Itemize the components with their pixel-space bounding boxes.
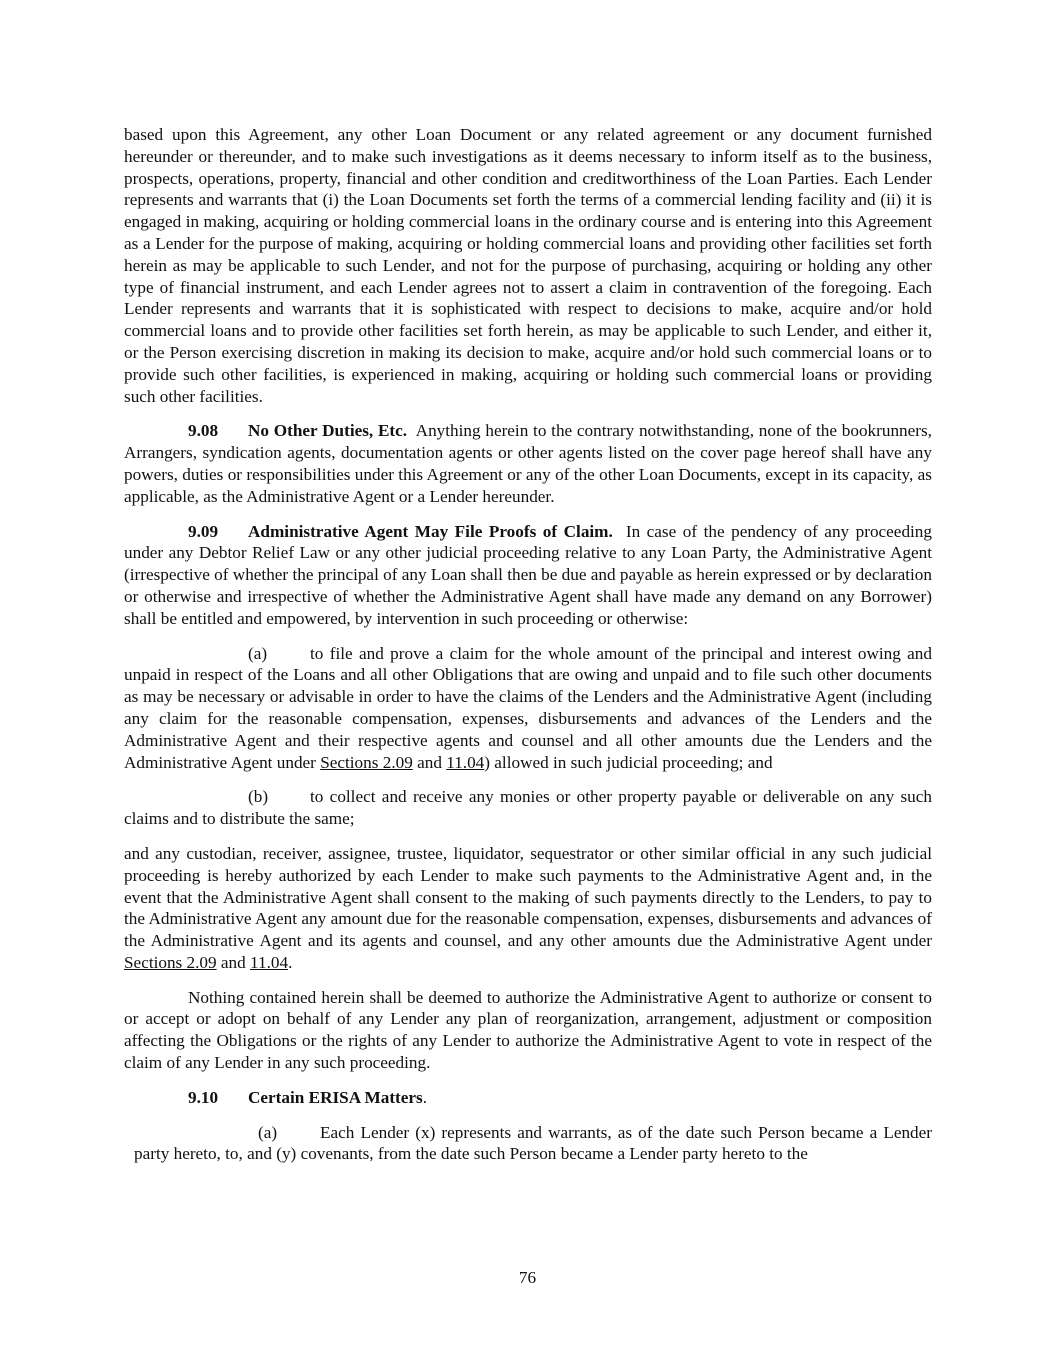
heading-punctuation: . [422,1087,428,1107]
clause-text: to collect and receive any monies or other property payable or deliverable on any such claims and to distribute the same; [124,787,932,829]
section-body: In case of the pendency of any proceeding under any Debtor Relief Law or any other judicial proceeding relative to any Loan Party, the Administrative Agent (irrespective of whether the principal of any Loan shall then be due and payable as herein expressed or by declaration or otherwise and irrespective of whether the Administrative Agent shall have made any demand on any Borrower) shall be entitled and empowered, by intervention in such proceeding or otherwise: [124,521,932,628]
conjunction: and [216,952,251,972]
clause-label: (a) [258,1122,278,1142]
clause-label: (b) [248,787,269,807]
tail-text-end: . [288,952,293,972]
clause-a-erisa [124,1122,932,1166]
document-page [124,124,932,1178]
clause-label: (a) [248,643,268,663]
cross-reference-11-04: 11.04 [446,752,485,772]
page-number: 76 [518,1268,537,1287]
clause-text-end: ) allowed in such judicial proceeding; and [484,752,773,772]
tail-text: and any custodian, receiver, assignee, trustee, liquidator, sequestrator or other similar official in any such judicial proceeding is hereby authorized by each Lender to make such payments to the Administrative Agent and, in the event that the Administrative Agent shall consent to the making of such payments directly to the Lenders, to pay to the Administrative Agent any amount due for the reasonable compensation, expenses, disbursements and advances of the Administrative Agent and its agents and counsel, and any other amounts due the Administrative Agent under [124,843,932,951]
clause-b [124,786,932,830]
section-heading: Certain ERISA Matters [248,1087,423,1107]
cross-reference-sections-2-09: Sections 2.09 [124,952,217,972]
conjunction: and [412,752,447,772]
clause-text: Each Lender (x) represents and warrants, as of the date such Person became a Lender party hereto, to, and (y) covenants, from the date such Person became a Lender party hereto to the [134,1122,932,1164]
cross-reference-sections-2-09: Sections 2.09 [320,752,413,772]
section-heading: Administrative Agent May File Proofs of Claim. [248,521,613,541]
section-number: 9.10 [188,1087,219,1107]
section-number: 9.08 [188,421,219,441]
clause-text: to file and prove a claim for the whole amount of the principal and interest owing and unpaid in respect of the Loans and all other Obligations that are owing and unpaid and to file such other documents as may be necessary or advisable in order to have the claims of the Lenders and the Administrative Agent (including any claim for the reasonable compensation, expenses, disbursements and advances of the Lenders and the Administrative Agent and their respective agents and counsel and all other amounts due the Lenders and the Administrative Agent under [124,643,932,772]
section-number: 9.09 [188,521,219,541]
section-heading: No Other Duties, Etc. [248,421,408,441]
section-9-08 [124,420,932,507]
section-9-10 [124,1087,932,1109]
section-9-09 [124,521,932,630]
tail-paragraph [124,843,932,974]
section-body: Anything herein to the contrary notwithstanding, none of the bookrunners, Arrangers, syndication agents, documentation agents or other agents listed on the cover page hereof shall have any powers, duties or responsibilities under this Agreement or any of the other Loan Documents, except in its capacity, as applicable, as the Administrative Agent or a Lender hereunder. [124,421,932,506]
nothing-contained-paragraph: Nothing contained herein shall be deemed to authorize the Administrative Agent to authorize or consent to or accept or adopt on behalf of any Lender any plan of reorganization, arrangement, adjustment or composition affecting the Obligations or the rights of any Lender to authorize the Administrative Agent to vote in respect of the claim of any Lender in any such proceeding. [124,987,932,1073]
continuation-paragraph: based upon this Agreement, any other Loan Document or any related agreement or any document furnished hereunder or thereunder, and to make such investigations as it deems necessary to inform itself as to the business, prospects, operations, property, financial and other condition and creditworthiness of the Loan Parties. Each Lender represents and warrants that (i) the Loan Documents set forth the terms of a commercial lending facility and (ii) it is engaged in making, acquiring or holding commercial loans in the ordinary course and is entering into this Agreement as a Lender for the purpose of making, acquiring or holding commercial loans and providing other facilities set forth herein as may be applicable to such Lender, and not for the purpose of purchasing, acquiring or holding any other type of financial instrument, and each Lender agrees not to assert a claim in contravention of the foregoing. Each Lender represents and warrants that it is sophisticated with respect to decisions to make, acquire and/or hold commercial loans and to provide other facilities set forth herein, as may be applicable to such Lender, and either it, or the Person exercising discretion in making its decision to make, acquire and/or hold such commercial loans or to provide such other facilities, is experienced in making, acquiring or holding such commercial loans or providing such other facilities. [124,125,932,406]
cross-reference-11-04: 11.04 [250,952,289,972]
clause-a [124,643,932,774]
